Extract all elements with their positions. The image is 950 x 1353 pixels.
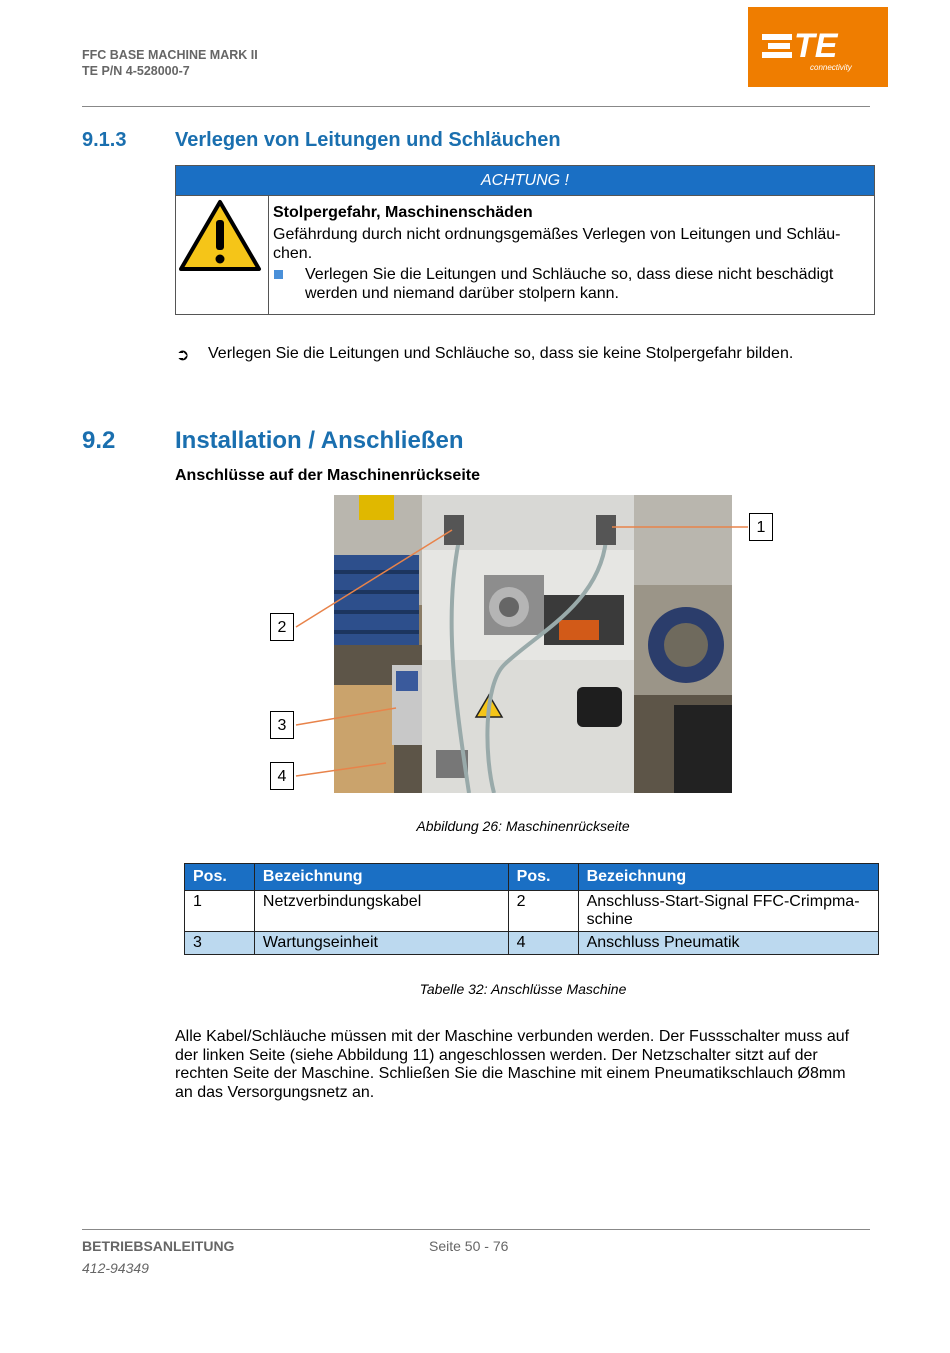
- leader-line-2: [296, 530, 452, 627]
- table-cell: 4: [508, 932, 578, 955]
- table-cell: Netzverbindungskabel: [254, 891, 508, 932]
- table-caption: Tabelle 32: Anschlüsse Maschine: [419, 981, 627, 997]
- table-row: [185, 891, 879, 932]
- section-title-92: Installation / Anschließen: [175, 427, 464, 454]
- arrow-right-icon: ➲: [176, 347, 190, 364]
- leader-line-3: [296, 708, 396, 725]
- footer-page-number: Seite 50 - 76: [429, 1238, 509, 1254]
- figure-caption: Abbildung 26: Maschinenrückseite: [416, 818, 630, 834]
- footer-doc-type: BETRIEBSANLEITUNG: [82, 1238, 235, 1254]
- table-cell-line2: schine: [586, 911, 633, 928]
- table-cell: Wartungseinheit: [254, 932, 508, 955]
- paragraph-line: Alle Kabel/Schläuche müssen mit der Maschine verbunden werden. Der Fussschalter muss auf: [175, 1028, 850, 1045]
- header-product-name: FFC BASE MACHINE MARK II: [82, 48, 258, 62]
- table-header-cell: Pos.: [508, 864, 578, 891]
- paragraph-line: an das Versorgungsnetz an.: [175, 1083, 375, 1101]
- table-cell: Anschluss Pneumatik: [578, 932, 878, 955]
- warning-title: Stolpergefahr, Maschinenschäden: [273, 204, 533, 221]
- instruction-text: Verlegen Sie die Leitungen und Schläuche so, dass sie keine Stolpergefahr bilden.: [208, 345, 794, 362]
- callout-1: 1: [749, 513, 773, 541]
- table-cell: 1: [185, 891, 255, 932]
- section-number-92: 9.2: [82, 427, 116, 454]
- callout-2: 2: [270, 613, 294, 641]
- connections-table: [184, 863, 879, 955]
- table-cell: 3: [185, 932, 255, 955]
- warning-bullet-line1: Verlegen Sie die Leitungen und Schläuche so, dass diese nicht beschädigt: [305, 266, 834, 283]
- table-header-cell: Bezeichnung: [254, 864, 508, 891]
- table-cell: [578, 891, 878, 932]
- figure-subheading: Anschlüsse auf der Maschinenrückseite: [175, 467, 480, 484]
- section-title-913: Verlegen von Leitungen und Schläuchen: [175, 129, 561, 151]
- warning-description-line1: Gefährdung durch nicht ordnungsgemäßes Verlegen von Leitungen und Schläu-: [273, 226, 841, 243]
- header-part-number: TE P/N 4-528000-7: [82, 64, 190, 78]
- table-row: [185, 932, 879, 955]
- callout-3: 3: [270, 711, 294, 739]
- table-header-cell: Pos.: [185, 864, 255, 891]
- leader-line-4: [296, 763, 386, 776]
- warning-bullet-line2: werden und niemand darüber stolpern kann.: [305, 285, 619, 302]
- logo-text: TE: [794, 27, 838, 65]
- paragraph-line: der linken Seite (siehe Abbildung 11) angeschlossen werden. Der Netzschalter sitzt auf der: [175, 1046, 818, 1064]
- warning-header: ACHTUNG !: [176, 166, 874, 196]
- logo-subtext: connectivity: [810, 63, 852, 72]
- footer-doc-number: 412-94349: [82, 1260, 149, 1276]
- paragraph-line: rechten Seite der Maschine. Schließen Sie die Maschine mit einem Pneumatikschlauch Ø8mm: [175, 1065, 846, 1082]
- callout-4: 4: [270, 762, 294, 790]
- footer-divider: [82, 1229, 870, 1230]
- table-header-cell: Bezeichnung: [578, 864, 878, 891]
- warning-description-line2: chen.: [273, 245, 313, 262]
- table-header-row: [185, 864, 879, 891]
- body-paragraph: [175, 1028, 875, 1102]
- section-number-913: 9.1.3: [82, 129, 127, 151]
- table-cell: 2: [508, 891, 578, 932]
- table-cell-line1: Anschluss-Start-Signal FFC-Crimpma-: [586, 893, 860, 910]
